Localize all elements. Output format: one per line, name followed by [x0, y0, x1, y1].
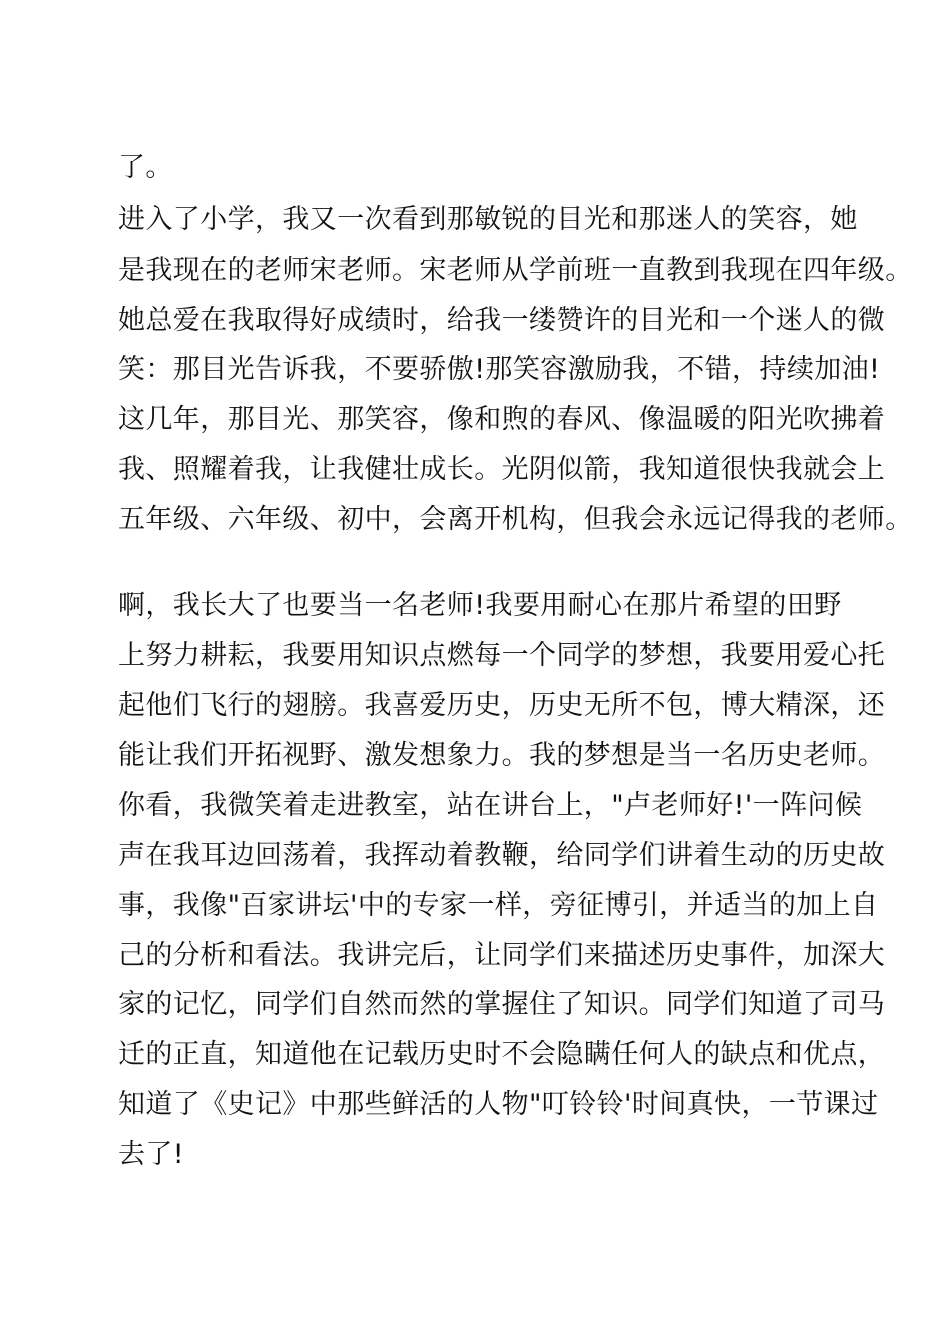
text-line: 起他们飞行的翅膀。我喜爱历史，历史无所不包，博大精深，还 [118, 690, 886, 721]
text-line: 能让我们开拓视野、激发想象力。我的梦想是当一名历史老师。 [118, 740, 886, 771]
text-line: 了。 [118, 152, 173, 183]
text-line: 进入了小学，我又一次看到那敏锐的目光和那迷人的笑容，她 [118, 204, 858, 235]
text-line: 这几年，那目光、那笑容，像和煦的春风、像温暖的阳光吹拂着 [118, 404, 886, 435]
text-line: 迁的正直，知道他在记载历史时不会隐瞒任何人的缺点和优点， [118, 1039, 886, 1070]
text-line: 我、照耀着我，让我健壮成长。光阴似箭，我知道很快我就会上 [118, 454, 886, 485]
text-line: 你看，我微笑着走进教室，站在讲台上，"卢老师好!'一阵问候 [118, 790, 863, 821]
text-line: 知道了《史记》中那些鲜活的人物"叮铃铃'时间真快，一节课过 [118, 1089, 879, 1120]
text-line: 她总爱在我取得好成绩时，给我一缕赞许的目光和一个迷人的微 [118, 305, 886, 336]
text-line: 去了! [118, 1139, 185, 1170]
text-line: 五年级、六年级、初中，会离开机构，但我会永远记得我的老师。 [118, 504, 913, 535]
text-line: 家的记忆，同学们自然而然的掌握住了知识。同学们知道了司马 [118, 989, 886, 1020]
text-line: 事，我像"百家讲坛'中的专家一样，旁征博引，并适当的加上自 [118, 890, 879, 921]
text-line: 上努力耕耘，我要用知识点燃每一个同学的梦想，我要用爱心托 [118, 640, 886, 671]
text-line: 是我现在的老师宋老师。宋老师从学前班一直教到我现在四年级。 [118, 255, 913, 286]
text-line: 啊，我长大了也要当一名老师!我要用耐心在那片希望的田野 [118, 590, 842, 621]
text-line: 笑：那目光告诉我，不要骄傲!那笑容激励我，不错，持续加油! [118, 354, 881, 385]
text-line: 己的分析和看法。我讲完后，让同学们来描述历史事件，加深大 [118, 940, 886, 971]
text-line: 声在我耳边回荡着，我挥动着教鞭，给同学们讲着生动的历史故 [118, 840, 886, 871]
